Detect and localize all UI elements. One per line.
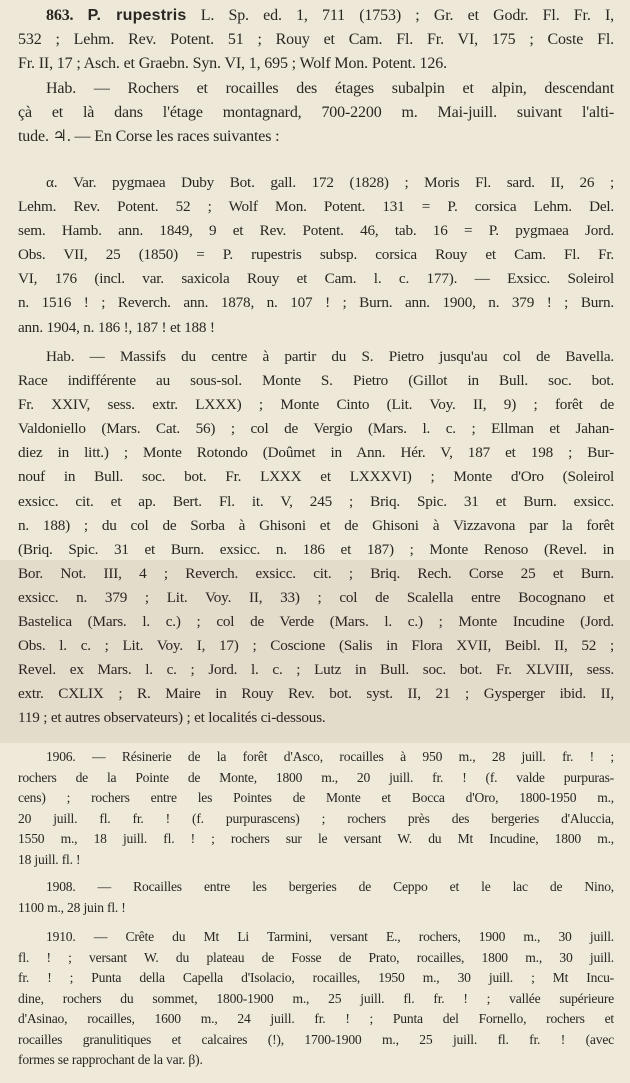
text-line: d'Asinao, rocailles, 1600 m., 24 juill. fr. ! ; Punta del Fornello, rochers et [18, 1011, 614, 1026]
text-line: dine, rochers du sommet, 1800-1900 m., 25 juill. fl. fr. ! ; vallée supérieure [18, 990, 614, 1006]
text-line: rochers de la Pointe de Monte, 1800 m., 20 juill. fr. ! (f. valde purpuras- [18, 769, 614, 785]
text-line: nouf in Bull. soc. bot. Fr. LXXX et LXXXVI) ; Monte d'Oro (Soleirol [18, 468, 614, 486]
text-line: 20 juill. fl. fr. ! (f. purpurascens) ; rochers près des bergeries d'Aluccia, [18, 810, 614, 826]
text-line: Obs. l. c. ; Lit. Voy. I, 17) ; Coscione (Salis in Flora XVII, Beibl. II, 52 ; [18, 637, 614, 655]
habitat-line: Hab. — Massifs du centre à partir du S. Pietro jusqu'au col de Bavella. [46, 348, 614, 365]
species-heading-line [18, 4, 614, 28]
variety-heading-line: α. Var. pygmaea Duby Bot. gall. 172 (1828) ; Moris Fl. sard. II, 26 ; [46, 174, 614, 191]
text-line: Race indifférente au sous-sol. Monte S. Pietro (Gillot in Bull. soc. bot. [18, 372, 614, 390]
text-line: ann. 1904, n. 186 !, 187 ! et 188 ! [18, 318, 215, 336]
text-line: çà et là dans l'étage montagnard, 700-2200 m. Mai-juill. suivant l'alti- [18, 103, 614, 121]
species-entry [18, 4, 614, 149]
observation-heading-line: 1906. — Résinerie de la forêt d'Asco, rocailles à 950 m., 28 juill. fr. ! ; [46, 749, 614, 764]
text-line: diez in litt.) ; Monte Rotondo (Doûmet in Ann. Hér. V, 187 et 198 ; Bur- [18, 444, 614, 462]
text-line: Lehm. Rev. Potent. 52 ; Wolf Mon. Potent. 131 = P. corsica Lehm. Del. [18, 198, 614, 216]
observation-heading-line: 1910. — Crête du Mt Li Tarmini, versant E., rochers, 1900 m., 30 juill. [46, 929, 614, 944]
text-line: 119 ; et autres observateurs) ; et localités ci-dessous. [18, 709, 326, 727]
observations-1908 [18, 877, 614, 918]
observation-heading-line: 1908. — Rocailles entre les bergeries de Ceppo et le lac de Nino, [46, 879, 614, 894]
text-line: 18 juill. fl. ! [18, 851, 81, 867]
text-line: VI, 176 (incl. var. saxicola Rouy et Cam. l. c. 177). — Exsicc. Soleirol [18, 270, 614, 288]
text-line: sem. Hamb. ann. 1849, 9 et Rev. Potent. 46, tab. 16 = P. pygmaea Jord. [18, 222, 614, 240]
species-name: P. rupestris [87, 7, 187, 24]
text-line: 532 ; Lehm. Rev. Potent. 51 ; Rouy et Cam. Fl. Fr. VI, 175 ; Coste Fl. [18, 31, 614, 49]
text-line: (Briq. Spic. 31 et Burn. exsicc. n. 186 et 187) ; Monte Renoso (Revel. in [18, 540, 614, 558]
observations-1910 [18, 927, 614, 1071]
text-line: extr. CXLIX ; R. Maire in Rouy Rev. bot. syst. II, 21 ; Gysperger ibid. II, [18, 685, 614, 703]
text-line: 1550 m., 18 juill. fl. ! ; rochers sur le versant W. du Mt Incudine, 1800 m., [18, 831, 614, 846]
text-line: Fr. II, 17 ; Asch. et Graebn. Syn. VI, 1, 695 ; Wolf Mon. Potent. 126. [18, 55, 447, 73]
species-number: 863. [46, 7, 74, 24]
text-line: Obs. VII, 25 (1850) = P. rupestris subsp. corsica Rouy et Cam. Fl. Fr. [18, 246, 614, 264]
text-line: Revel. ex Mars. l. c. ; Jord. l. c. ; Lutz in Bull. soc. bot. Fr. XLVIII, sess. [18, 661, 614, 679]
text-line: n. 1516 ! ; Reverch. ann. 1878, n. 107 ! ; Burn. ann. 1900, n. 379 ! ; Burn. [18, 294, 614, 312]
text-line: fr. ! ; Punta della Capella d'Isolacio, rocailles, 1950 m., 30 juill. ; Mt Incu- [18, 970, 614, 985]
variety-habitat [18, 345, 614, 731]
text-line: Valdoniello (Mars. Cat. 56) ; col de Vergio (Mars. l. c. ; Ellman et Jahan- [18, 420, 614, 438]
species-citation: L. Sp. ed. 1, 711 (1753) ; Gr. et Godr. Fl. Fr. I, [186, 7, 614, 24]
text-line: exsicc. cit. et ap. Bert. Fl. it. V, 245 ; Briq. Spic. 31 et Burn. exsicc. [18, 492, 614, 510]
text-line: cens) ; rochers entre les Pointes de Monte et Bocca d'Oro, 1800-1950 m., [18, 790, 614, 805]
text-line: fl. ! ; versant W. du plateau de Fosse de Prato, rocailles, 1800 m., 30 juill. [18, 949, 614, 965]
text-line: n. 188) ; du col de Sorba à Ghisoni et de Ghisoni à Vizzavona par la forêt [18, 516, 614, 534]
text-line: Bastelica (Mars. l. c.) ; col de Verde (Mars. l. c.) ; Monte Incudine (Jord. [18, 613, 614, 631]
text-line: tude. ♃. — En Corse les races suivantes : [18, 128, 280, 146]
text-line: exsicc. n. 379 ; Lit. Voy. II, 33) ; col de Scalella entre Bocognano et [18, 588, 614, 606]
habitat-line: Hab. — Rochers et rocailles des étages subalpin et alpin, descendant [46, 79, 614, 97]
variety-pygmaea [18, 171, 614, 340]
text-line: Fr. XXIV, sess. extr. LXXX) ; Monte Cinto (Lit. Voy. II, 9) ; forêt de [18, 396, 614, 414]
text-line: 1100 m., 28 juin fl. ! [18, 899, 126, 915]
observations-1906 [18, 747, 614, 870]
text-line: rocailles granulitiques et calcaires (!), 1700-1900 m., 25 juill. fl. fr. ! (avec [18, 1031, 614, 1047]
text-line: formes se rapprochant de la var. β). [18, 1052, 203, 1067]
text-line: Bor. Not. III, 4 ; Reverch. exsicc. cit. ; Briq. Rech. Corse 25 et Burn. [18, 564, 614, 582]
